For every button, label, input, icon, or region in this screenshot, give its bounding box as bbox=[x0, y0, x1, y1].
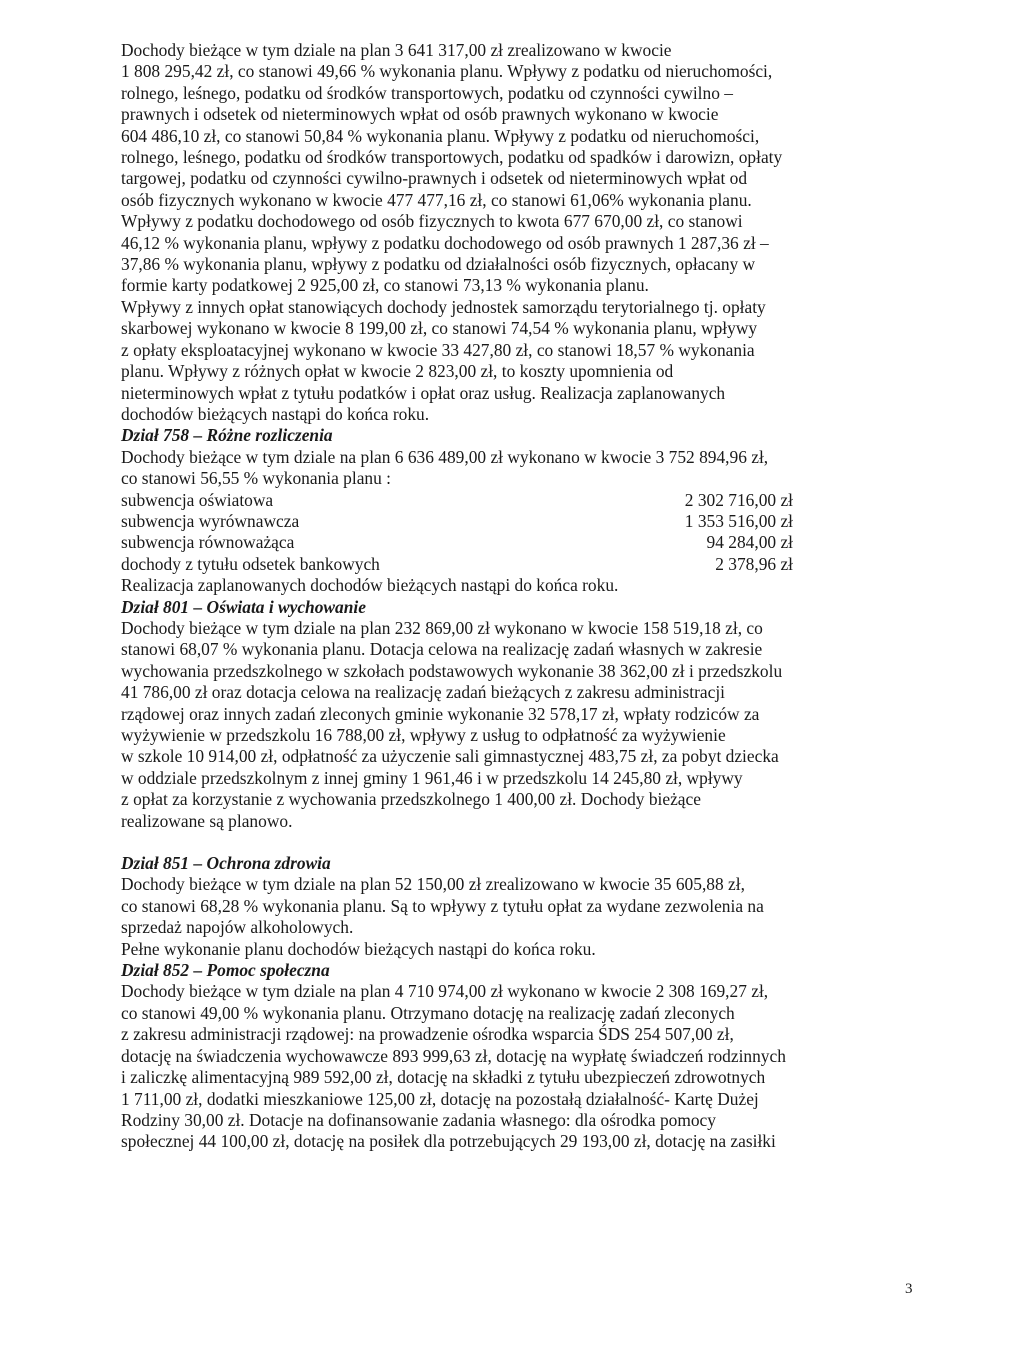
text-line: wychowania przedszkolnego w szkołach podstawowych wykonanie 38 362,00 zł i przedszkolu bbox=[121, 660, 783, 681]
subsidy-list bbox=[121, 490, 911, 576]
text-line: formie karty podatkowej 2 925,00 zł, co stanowi 73,13 % wykonania planu. bbox=[121, 275, 649, 296]
section-801-body bbox=[121, 618, 911, 832]
text-line: planu. Wpływy z różnych opłat w kwocie 2 823,00 zł, to koszty upomnienia od bbox=[121, 361, 674, 382]
item-label: subwencja równoważąca bbox=[121, 532, 295, 553]
text-line: skarbowej wykonano w kwocie 8 199,00 zł, co stanowi 74,54 % wykonania planu, wpływy bbox=[121, 318, 758, 339]
list-item bbox=[121, 490, 793, 511]
text-line: z opłat za korzystanie z wychowania przedszkolnego 1 400,00 zł. Dochody bieżące bbox=[121, 789, 701, 810]
text-line: co stanowi 56,55 % wykonania planu : bbox=[121, 468, 391, 489]
text-line: sprzedaż napojów alkoholowych. bbox=[121, 917, 354, 938]
section-801-heading: Dział 801 – Oświata i wychowanie bbox=[121, 596, 366, 617]
text-line: realizowane są planowo. bbox=[121, 810, 293, 831]
text-line: Realizacja zaplanowanych dochodów bieżących nastąpi do końca roku. bbox=[121, 575, 619, 596]
list-item bbox=[121, 532, 793, 553]
item-label: subwencja wyrównawcza bbox=[121, 510, 300, 531]
list-item bbox=[121, 511, 793, 532]
text-line: prawnych i odsetek od nieterminowych wpłat od osób prawnych wykonano w kwocie bbox=[121, 104, 719, 125]
text-line: Dochody bieżące w tym dziale na plan 3 641 317,00 zł zrealizowano w kwocie bbox=[121, 40, 672, 60]
section-852-body bbox=[121, 981, 911, 1152]
text-line: rządowej oraz innych zadań zleconych gminie wykonanie 32 578,17 zł, wpłaty rodziców za bbox=[121, 703, 760, 724]
item-amount: 2 302 716,00 zł bbox=[684, 489, 793, 510]
text-line: targowej, podatku od czynności cywilno-prawnych i odsetek od nieterminowych wpłat od bbox=[121, 168, 748, 189]
text-line: z opłaty eksploatacyjnej wykonano w kwocie 33 427,80 zł, co stanowi 18,57 % wykonania bbox=[121, 339, 755, 360]
text-line: 37,86 % wykonania planu, wpływy z podatku od działalności osób fizycznych, opłacany w bbox=[121, 254, 756, 275]
text-line: i zaliczkę alimentacyjną 989 592,00 zł, dotację na składki z tytułu ubezpieczeń zdrowotnych bbox=[121, 1067, 766, 1088]
list-item bbox=[121, 554, 793, 575]
text-line: rolnego, leśnego, podatku od środków transportowych, podatku od czynności cywilno – bbox=[121, 82, 733, 103]
text-line: Wpływy z podatku dochodowego od osób fizycznych to kwota 677 670,00 zł, co stanowi bbox=[121, 211, 743, 232]
text-line: w szkole 10 914,00 zł, odpłatność za użyczenie sali gimnastycznej 483,75 zł, za pobyt dziecka bbox=[121, 746, 779, 767]
item-label: subwencja oświatowa bbox=[121, 489, 274, 510]
text-line: co stanowi 68,28 % wykonania planu. Są to wpływy z tytułu opłat za wydane zezwolenia na bbox=[121, 895, 764, 916]
text-line: Dochody bieżące w tym dziale na plan 52 150,00 zł zrealizowano w kwocie 35 605,88 zł, bbox=[121, 874, 745, 895]
text-line: nieterminowych wpłat z tytułu podatków i opłat oraz usług. Realizacja zaplanowanych bbox=[121, 382, 726, 403]
section-756-body bbox=[121, 40, 911, 425]
text-line: osób fizycznych wykonano w kwocie 477 477,16 zł, co stanowi 61,06% wykonania planu. bbox=[121, 189, 752, 210]
item-label: dochody z tytułu odsetek bankowych bbox=[121, 553, 380, 574]
section-758-body bbox=[121, 447, 911, 597]
text-line: z zakresu administracji rządowej: na prowadzenie ośrodka wsparcia ŚDS 254 507,00 zł, bbox=[121, 1024, 734, 1045]
item-amount: 2 378,96 zł bbox=[715, 553, 793, 574]
text-line: wyżywienie w przedszkolu 16 788,00 zł, wpływy z usług to odpłatność za wyżywienie bbox=[121, 725, 726, 745]
text-line: dochodów bieżących nastąpi do końca roku. bbox=[121, 403, 430, 424]
section-758-heading: Dział 758 – Różne rozliczenia bbox=[121, 425, 333, 446]
text-line: Dochody bieżące w tym dziale na plan 4 710 974,00 zł wykonano w kwocie 2 308 169,27 zł, bbox=[121, 981, 769, 1002]
text-line: 604 486,10 zł, co stanowi 50,84 % wykonania planu. Wpływy z podatku od nieruchomości, bbox=[121, 125, 760, 146]
text-line: stanowi 68,07 % wykonania planu. Dotacja celowa na realizację zadań własnych w zakresie bbox=[121, 639, 763, 660]
text-line: 1 808 295,42 zł, co stanowi 49,66 % wykonania planu. Wpływy z podatku od nieruchomości, bbox=[121, 61, 773, 82]
text-line: Rodziny 30,00 zł. Dotacje na dofinansowanie zadania własnego: dla ośrodka pomocy bbox=[121, 1109, 716, 1130]
text-line: 1 711,00 zł, dodatki mieszkaniowe 125,00 zł, dotację na pozostałą działalność- Kartę Dużej bbox=[121, 1088, 759, 1109]
document-body bbox=[121, 40, 911, 1153]
section-852-heading: Dział 852 – Pomoc społeczna bbox=[121, 960, 330, 981]
text-line: dotację na świadczenia wychowawcze 893 999,63 zł, dotację na wypłatę świadczeń rodzinnych bbox=[121, 1045, 786, 1066]
text-line: w oddziale przedszkolnym z innej gminy 1 961,46 i w przedszkolu 14 245,80 zł, wpływy bbox=[121, 767, 743, 788]
item-amount: 1 353 516,00 zł bbox=[684, 510, 793, 531]
section-spacer bbox=[121, 832, 911, 853]
text-line: Pełne wykonanie planu dochodów bieżących nastąpi do końca roku. bbox=[121, 938, 596, 959]
page-number: 3 bbox=[905, 1281, 913, 1297]
text-line: 41 786,00 zł oraz dotacja celowa na realizację zadań bieżących z zakresu administracji bbox=[121, 682, 726, 703]
text-line: co stanowi 49,00 % wykonania planu. Otrzymano dotację na realizację zadań zleconych bbox=[121, 1002, 735, 1023]
text-line: 46,12 % wykonania planu, wpływy z podatku dochodowego od osób prawnych 1 287,36 zł – bbox=[121, 232, 769, 253]
item-amount: 94 284,00 zł bbox=[706, 532, 793, 553]
text-line: społecznej 44 100,00 zł, dotację na posiłek dla potrzebujących 29 193,00 zł, dotację na zasiłki bbox=[121, 1131, 776, 1152]
text-line: Wpływy z innych opłat stanowiących dochody jednostek samorządu terytorialnego tj. opłaty bbox=[121, 296, 766, 317]
section-851-body bbox=[121, 874, 911, 960]
text-line: Dochody bieżące w tym dziale na plan 232 869,00 zł wykonano w kwocie 158 519,18 zł, co bbox=[121, 617, 763, 638]
text-line: rolnego, leśnego, podatku od środków transportowych, podatku od spadków i darowizn, opłaty bbox=[121, 147, 783, 168]
text-line: Dochody bieżące w tym dziale na plan 6 636 489,00 zł wykonano w kwocie 3 752 894,96 zł, bbox=[121, 446, 769, 467]
section-851-heading: Dział 851 – Ochrona zdrowia bbox=[121, 853, 331, 874]
